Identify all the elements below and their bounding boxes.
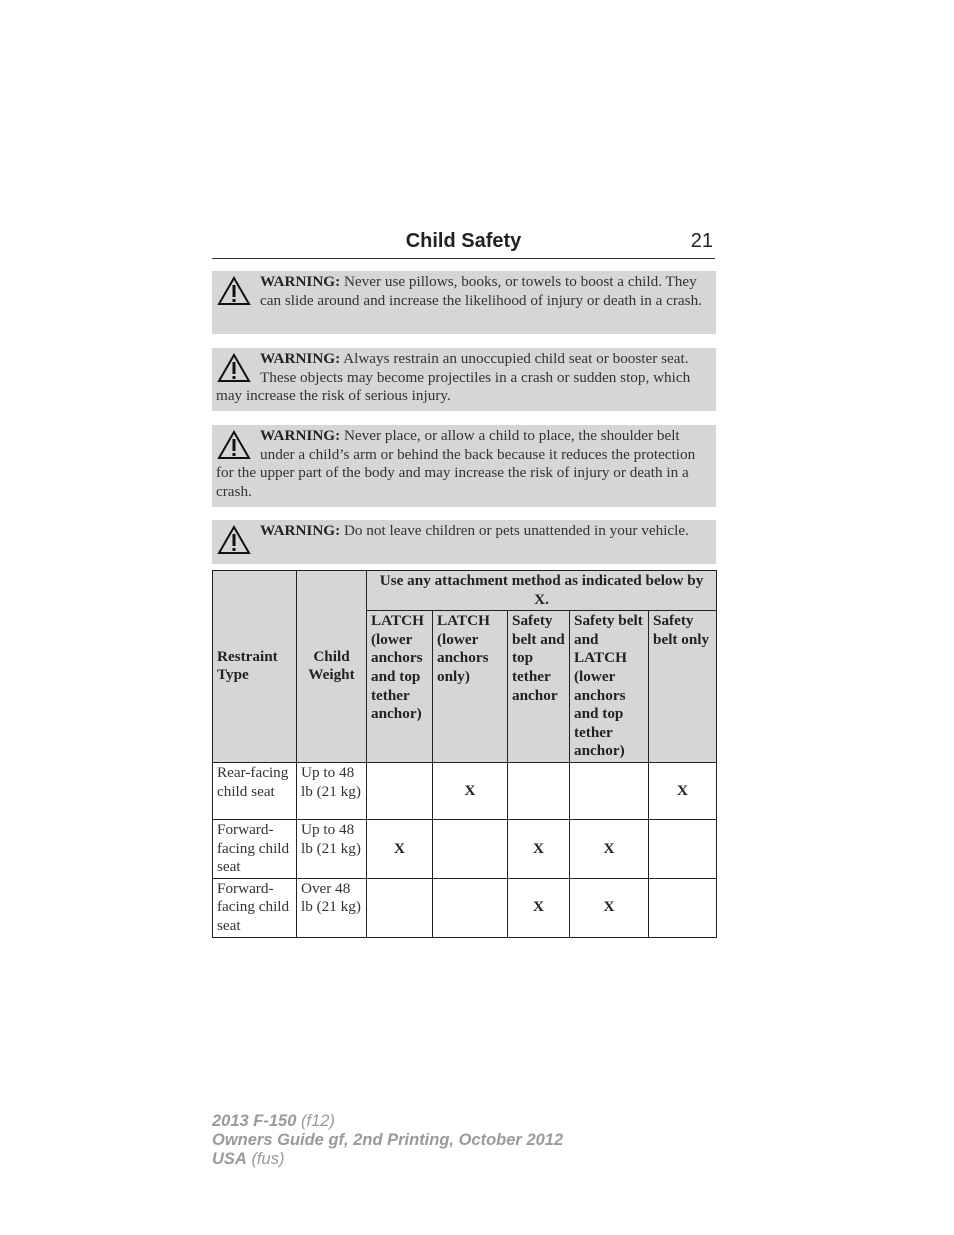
- warning-text: Do not leave children or pets unattended in your vehicle.: [343, 522, 689, 539]
- warning-text: Never place, or allow a child to place, the shoulder belt under a child’s arm or behind the back because it reduces the protection for the upper part of the body and may increase the risk of injury or death in a crash.: [216, 427, 696, 500]
- method-mark: X: [508, 819, 570, 878]
- method-mark: [433, 819, 508, 878]
- warning-triangle-icon: [217, 353, 251, 383]
- method-mark: X: [570, 819, 649, 878]
- header-method: LATCH (lower anchors and top tether anchor): [367, 611, 433, 763]
- warning-label: WARNING:: [260, 427, 341, 444]
- page-header: [212, 230, 715, 259]
- footer-market-code: (fus): [251, 1150, 285, 1168]
- header-child-weight: Child Weight: [297, 571, 367, 763]
- header-method: Safety belt only: [649, 611, 717, 763]
- page-number: 21: [690, 230, 713, 252]
- child-seat-attachment-table: [212, 570, 717, 938]
- header-method: Safety belt and top tether anchor: [508, 611, 570, 763]
- warning-box: [212, 425, 716, 507]
- child-weight-cell: Up to 48 lb (21 kg): [297, 819, 367, 878]
- method-mark: X: [508, 878, 570, 937]
- table-row: [213, 762, 717, 819]
- footer-guide: Owners Guide gf, 2nd Printing, October 2012: [212, 1131, 564, 1149]
- method-mark: [367, 878, 433, 937]
- table-row: [213, 878, 717, 937]
- warning-box: [212, 520, 716, 564]
- page-footer: [212, 1112, 563, 1169]
- warning-label: WARNING:: [260, 273, 341, 290]
- warning-triangle-icon: [217, 430, 251, 460]
- warning-box: [212, 271, 716, 334]
- header-restraint-type: Restraint Type: [213, 571, 297, 763]
- warning-triangle-icon: [217, 276, 251, 306]
- footer-line-model: [212, 1112, 563, 1131]
- child-weight-cell: Up to 48 lb (21 kg): [297, 762, 367, 819]
- header-attachment-method: Use any attachment method as indicated below by X.: [367, 571, 717, 611]
- method-mark: X: [570, 878, 649, 937]
- method-mark: [433, 878, 508, 937]
- footer-line-market: [212, 1150, 563, 1169]
- restraint-type-cell: Rear-facing child seat: [213, 762, 297, 819]
- warning-text: Never use pillows, books, or towels to boost a child. They can slide around and increase the likelihood of injury or death in a crash.: [260, 273, 702, 309]
- restraint-type-cell: Forward-facing child seat: [213, 878, 297, 937]
- method-mark: [367, 762, 433, 819]
- footer-line-guide: [212, 1131, 563, 1150]
- footer-model: 2013 F-150: [212, 1112, 297, 1130]
- warning-label: WARNING:: [260, 350, 341, 367]
- section-title: Child Safety: [405, 230, 522, 252]
- footer-market: USA: [212, 1150, 247, 1168]
- method-mark: X: [649, 762, 717, 819]
- warning-box: [212, 348, 716, 411]
- warning-label: WARNING:: [260, 522, 341, 539]
- warning-text: Always restrain an unoccupied child seat or booster seat. These objects may become projectiles in a crash or sudden stop, which may increase the risk of serious injury.: [216, 350, 691, 405]
- header-method: Safety belt and LATCH (lower anchors and top tether anchor): [570, 611, 649, 763]
- header-method: LATCH (lower anchors only): [433, 611, 508, 763]
- method-mark: [508, 762, 570, 819]
- restraint-type-cell: Forward-facing child seat: [213, 819, 297, 878]
- method-mark: [649, 819, 717, 878]
- method-mark: [649, 878, 717, 937]
- method-mark: X: [367, 819, 433, 878]
- method-mark: [570, 762, 649, 819]
- child-weight-cell: Over 48 lb (21 kg): [297, 878, 367, 937]
- method-mark: X: [433, 762, 508, 819]
- footer-model-code: (f12): [301, 1112, 335, 1130]
- warning-triangle-icon: [217, 525, 251, 555]
- table-row: [213, 819, 717, 878]
